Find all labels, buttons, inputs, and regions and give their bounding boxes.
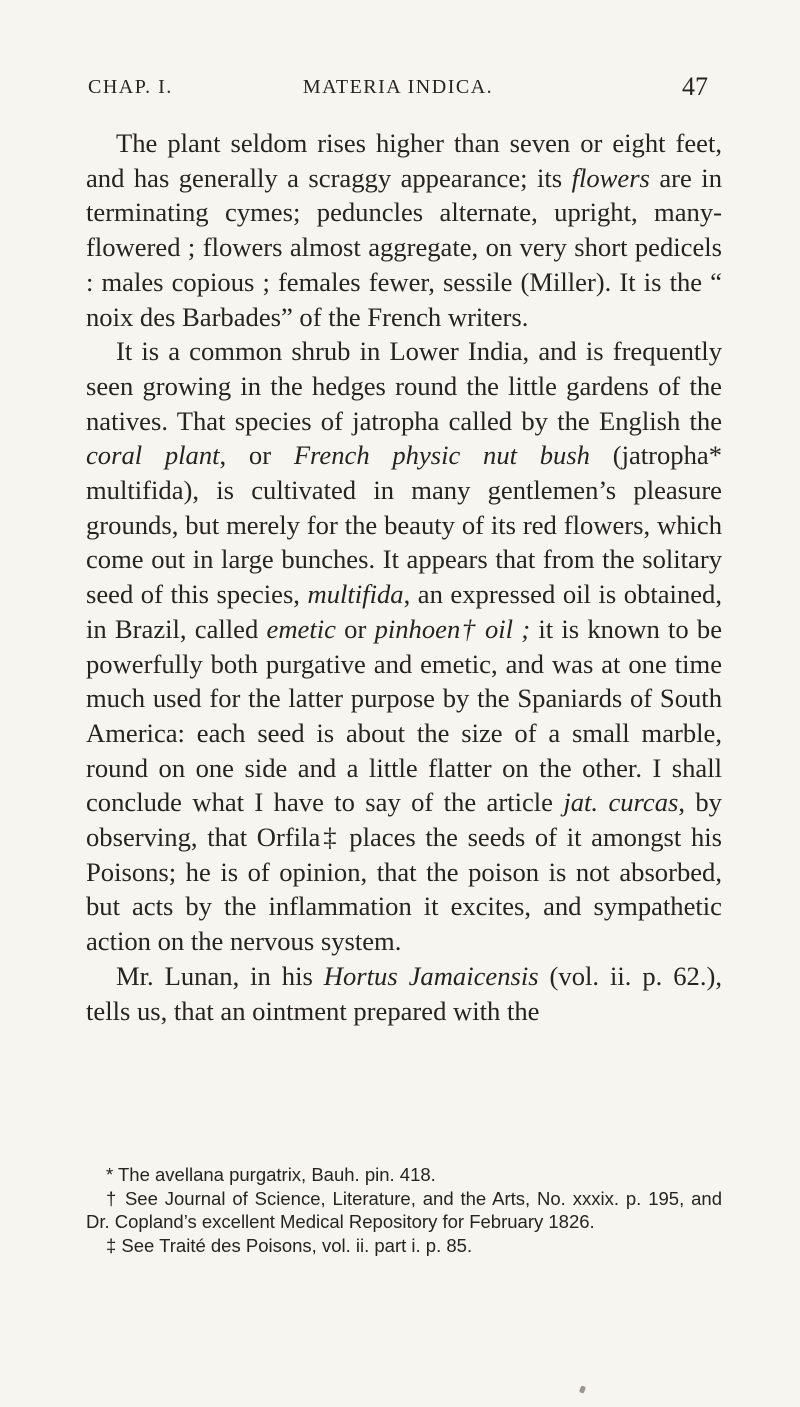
- text-run: It is a common shrub in Lower India, and is frequently seen growing in the hedges round the little gardens of the natives. That species of jatropha called by the English the: [86, 336, 722, 436]
- text-run: , by observing, that Orfila‡ places the seeds of it amongst his Poisons; he is of opinion, that the poison is not absorbed, but acts by the inflammation it excites, and sympathetic action on the nervous system.: [86, 787, 722, 957]
- text-run: it is known to be powerfully both purgative and emetic, and was at one time much used for the latter purpose by the Spaniards of South America: each seed is about the size of a small marble, round on one side and a little flatter on the other. I shall conclude what I have to say of the article: [86, 613, 723, 818]
- paper-speck: [579, 1385, 586, 1393]
- book-title: MATERIA INDICA.: [302, 76, 494, 98]
- text-run: Mr. Lunan, in his: [116, 960, 324, 991]
- italic-text: flowers: [571, 162, 650, 193]
- page-number: 47: [682, 72, 708, 101]
- text-run: (vol. ii. p. 62.), tells us, that an ointment prepared with the: [86, 960, 722, 1026]
- italic-text: multifida: [307, 579, 404, 610]
- text-run: (jatropha* multifida), is cultivated in many gentlemen’s pleasure grounds, but merely for the beauty of its red flowers, which come out in large bunches. It appears that from the solitary seed of this species,: [86, 440, 722, 610]
- italic-text: pinhoen† oil ;: [374, 613, 531, 644]
- italic-text: emetic: [266, 613, 336, 644]
- paragraph: [86, 334, 722, 959]
- running-head: [88, 72, 708, 110]
- footnote: * The avellana purgatrix, Bauh. pin. 418.: [106, 1164, 436, 1185]
- text-run: , an expressed oil is obtained, in Brazil, called: [86, 579, 722, 644]
- body-text: [86, 126, 722, 1028]
- paragraph: [86, 126, 722, 334]
- footnote: ‡ See Traité des Poisons, vol. ii. part i. p. 85.: [106, 1234, 473, 1256]
- text-run: , or: [219, 440, 294, 471]
- italic-text: Hortus Jamaicensis: [323, 960, 539, 991]
- paragraph: [86, 959, 722, 1028]
- italic-text: coral plant: [86, 440, 220, 471]
- footnote: † See Journal of Science, Literature, and the Arts, No. xxxix. p. 195, and Dr. Copland’s excellent Medical Repository for February 1826.: [86, 1187, 722, 1232]
- italic-text: French physic nut bush: [293, 440, 590, 471]
- text-run: are in terminating cymes; peduncles alternate, upright, many-flowered ; flowers almost aggregate, on very short pedicels : males copious ; females fewer, sessile (Miller). It is the “ noix des Barbades” of the French writers.: [86, 162, 722, 332]
- chapter-label: CHAP. I.: [88, 76, 173, 98]
- italic-text: jat. curcas: [563, 787, 679, 818]
- text-run: or: [335, 613, 375, 644]
- footnotes: [86, 1163, 722, 1257]
- text-run: The plant seldom rises higher than seven or eight feet, and has generally a scraggy appearance; its: [86, 128, 722, 193]
